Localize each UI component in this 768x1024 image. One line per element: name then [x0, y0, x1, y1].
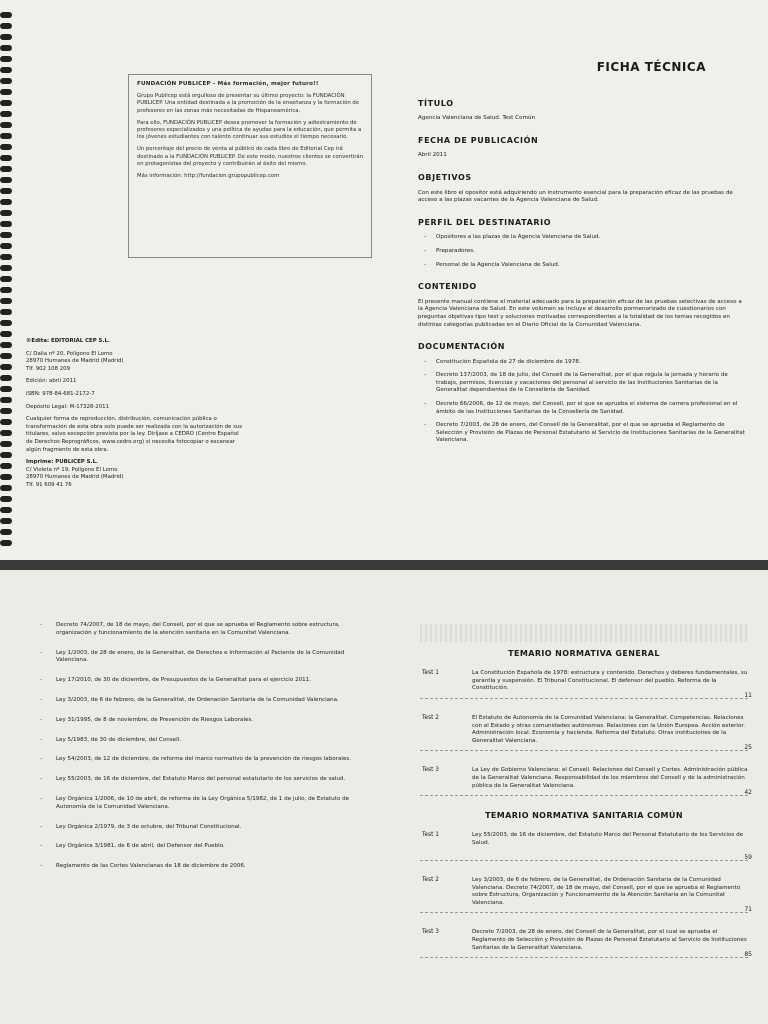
binding-ring — [0, 67, 12, 73]
scan-noise — [420, 624, 748, 642]
fundacion-header: FUNDACIÓN PUBLICEP - Más formación, mejor futuro!! — [137, 81, 319, 87]
binding-ring — [0, 177, 12, 183]
temario-section — [420, 649, 752, 974]
binding-ring — [0, 155, 12, 161]
copyright-notice: Cualquier forma de reproducción, distribución, comunicación pública o transformación de esta obra solo puede ser realizada con la autorización de sus titulares, salvo excepción prevista por la ley. Diríjase a CEDRO (Centro Español de Derechos Reprográficos, www.cedro.org) si necesita fotocopiar o escanear algún fragmento de esta obra. — [26, 416, 243, 453]
page-number: 71 — [744, 906, 752, 914]
test-description: La Constitución Española de 1978: estructura y contenido. Derechos y deberes fundamentales, su garantía y suspensión. El Tribunal Constitucional. El defensor del pueblo. Reforma de la Constitución. — [472, 669, 748, 692]
test-description: El Estatuto de Autonomía de la Comunidad Valenciana: la Generalitat. Competencias. Relaciones con el Estado y otras comunidades autónomas. Relaciones con la Unión Europea. Acción exterior. Administración local. Economía y hacienda. Reforma del Estatuto. Otras instituciones de la Generalitat Valenciana. — [472, 714, 745, 745]
page-number: 85 — [744, 951, 752, 959]
test-number: Test 1 — [422, 831, 439, 838]
binding-ring — [0, 166, 12, 172]
binding-ring — [0, 463, 12, 469]
list-item: - Ley 54/2003, de 12 de diciembre, de reforma del marco normativo de la prevención de riesgos laborales. — [56, 756, 356, 764]
temario-row — [420, 876, 752, 914]
laws-list — [30, 622, 356, 871]
phone-line: Tlf. 902 108 209 — [26, 365, 71, 372]
binding-ring — [0, 12, 12, 18]
printer-line: Imprime: PUBLICEP S.L. — [26, 459, 99, 466]
editor-line: ©Edita: EDITORIAL CEP S.L. — [26, 338, 110, 344]
binding-ring — [0, 188, 12, 194]
list-item: - Ley 55/2003, de 16 de diciembre, del Estatuto Marco del personal estatutario de los servicios de salud. — [56, 776, 356, 784]
section-heading: OBJETIVOS — [418, 172, 472, 182]
list-item: - Ley Orgánica 1/2006, de 10 de abril, de reforma de la Ley Orgánica 5/1982, de 1 de julio, de Estatuto de Autonomía de la Comunidad Valenciana. — [56, 796, 356, 812]
page-number: 11 — [744, 692, 752, 699]
binding-ring — [0, 232, 12, 238]
list-item: - Decreto 74/2007, de 18 de mayo, del Consell, por el que se aprueba el Reglamento sobre estructura, organización y funcionamiento de la atención sanitaria en la Comunitat Valenciana. — [56, 622, 356, 638]
phone-line: Tlf. 91 609 41 76 — [26, 481, 72, 488]
binding-ring — [0, 23, 12, 29]
binding-ring — [0, 441, 12, 447]
test-number: Test 1 — [422, 669, 439, 676]
test-number: Test 2 — [422, 876, 439, 883]
bottom-page — [0, 570, 768, 1024]
binding-ring — [0, 287, 12, 293]
list-item: - Ley 5/1983, de 30 de diciembre, del Consell. — [56, 737, 356, 745]
binding-ring — [0, 309, 12, 315]
section-heading: PERFIL DEL DESTINATARIO — [418, 217, 552, 227]
binding-ring — [0, 331, 12, 337]
fundacion-paragraph: Un porcentaje del precio de venta al público de cada libro de Editorial Cep irá destinado a la FUNDACIÓN PUBLICEP. De este modo, nuestros clientes se convertirán en protagonistas del proyecto y contribuirán al éxito del mismo. — [137, 146, 363, 167]
test-number: Test 3 — [422, 766, 439, 773]
binding-ring — [0, 298, 12, 304]
binding-ring — [0, 507, 12, 513]
binding-ring — [0, 56, 12, 62]
edition-line: Edición: abril 2011 — [26, 378, 77, 385]
fundacion-paragraph: Grupo Publicep está orgulloso de presentar su último proyecto: la FUNDACIÓN PUBLICEP. Una entidad destinada a la promoción de la enseñanza y la formación de profesores en las zonas más necesitadas de Hispanoamérica. — [137, 93, 359, 114]
temario-sanitaria-title: TEMARIO NORMATIVA SANITARIA COMÚN — [485, 810, 683, 820]
binding-ring — [0, 485, 12, 491]
binding-ring — [0, 452, 12, 458]
binding-ring — [0, 430, 12, 436]
ficha-tecnica — [418, 60, 748, 459]
binding-ring — [0, 210, 12, 216]
binding-ring — [0, 111, 12, 117]
binding-ring — [0, 78, 12, 84]
temario-row — [420, 766, 752, 797]
binding-ring — [0, 276, 12, 282]
binding-ring — [0, 353, 12, 359]
list-item: - Opositores a las plazas de la Agencia Valenciana de Salud. — [436, 234, 748, 242]
list-item: - Ley 1/2003, de 28 de enero, de la Generalitat, de Derechos e Información al Paciente de la Comunidad Valenciana. — [56, 650, 356, 666]
perfil-list — [418, 234, 748, 269]
section-heading: CONTENIDO — [418, 282, 477, 292]
address-line: C/ Violeta nº 19, Polígono El Lomo — [26, 466, 118, 473]
binding-ring — [0, 133, 12, 139]
binding-ring — [0, 89, 12, 95]
list-item: - Ley 17/2010, de 30 de diciembre, de Presupuestos de la Generalitat para el ejercicio 2011. — [56, 677, 356, 685]
spiral-binding-left — [0, 12, 14, 546]
test-description: Decreto 7/2003, de 28 de enero, del Consell de la Generalitat, por el cual se aprueba el Reglamento de Selección y Provisión de Plazas de Personal Estatutario al Servicio de Instituciones Sanitarias de la Generalitat Valenciana. — [472, 928, 747, 951]
binding-ring — [0, 254, 12, 260]
binding-ring — [0, 386, 12, 392]
publisher-credits — [26, 338, 244, 495]
section-heading: TÍTULO — [418, 98, 454, 108]
section-text: El presente manual contiene el material adecuado para la preparación eficaz de las pruebas selectivas de acceso a la Agencia Valenciana de Salud. En este volumen se incluye el desarrollo pormenorizado de cuestionarios con preguntas objetivas tipo test y soluciones motivadas correspondientes a la totalidad de los temas recogidos en distintas categorías publicadas en el Diario Oficial de la Comunidad Valenciana. — [418, 298, 742, 328]
binding-ring — [0, 122, 12, 128]
binding-ring — [0, 474, 12, 480]
fundacion-web: Más información: http://fundacion.grupopublicep.com — [137, 173, 280, 180]
list-item: - Decreto 7/2003, de 28 de enero, del Consell de la Generalitat, por el que se aprueba el Reglamento de Selección y Provisión de Plazas de Personal Estatutario al Servicio de Instituciones Sanitarias de la Generalitat Valenciana. — [436, 422, 748, 445]
page-number: 59 — [744, 853, 752, 861]
isbn-line: ISBN: 978-84-681-2172-7 — [26, 390, 95, 397]
binding-ring — [0, 496, 12, 502]
temario-row — [420, 928, 752, 959]
test-description: Ley 3/2003, de 6 de febrero, de la Generalitat, de Ordenación Sanitaria de la Comunidad Valenciana. Decreto 74/2007, de 18 de mayo, del Consell, por el que se aprueba el Reglamento sobre Estructura, Organización y Funcionamiento de la Atención Sanitaria en la Comunitat Valenciana. — [472, 876, 741, 907]
temario-row — [420, 714, 752, 752]
binding-ring — [0, 243, 12, 249]
list-item: - Ley 3/2003, de 6 de febrero, de la Generalitat, de Ordenación Sanitaria de la Comunidad Valenciana. — [56, 697, 356, 705]
address-line: 28970 Humanes de Madrid (Madrid) — [26, 474, 124, 481]
section-text: Con este libro el opositor está adquiriendo un instrumento esencial para la preparación eficaz de las pruebas de acceso a las plazas vacantes de la Agencia Valenciana de Salud. — [418, 189, 733, 204]
address-line: C/ Dalia nº 20, Polígono El Lomo — [26, 350, 113, 357]
list-item: - Preparadores. — [436, 248, 748, 256]
binding-ring — [0, 100, 12, 106]
temario-row — [420, 669, 752, 699]
list-item: - Ley Orgánica 3/1981, de 6 de abril, del Defensor del Pueblo. — [56, 843, 356, 851]
test-number: Test 2 — [422, 714, 439, 721]
page-title: FICHA TÉCNICA — [596, 60, 706, 74]
binding-ring — [0, 408, 12, 414]
laws-list-section — [30, 622, 356, 883]
binding-ring — [0, 375, 12, 381]
temario-general-title: TEMARIO NORMATIVA GENERAL — [508, 649, 660, 658]
list-item: - Decreto 137/2003, de 18 de julio, del Consell de la Generalitat, por el que regula la jornada y horario de trabajo, permisos, licencias y vacaciones del personal al servicio de las Instituciones Sanitarias de la Generalitat dependientes de la Consellería de Sanidad. — [436, 372, 748, 395]
test-description: Ley 55/2003, de 16 de diciembre, del Estatuto Marco del Personal Estatutario de los Servicios de Salud. — [472, 831, 744, 846]
temario-row — [420, 831, 752, 861]
page-number: 42 — [744, 789, 752, 797]
list-item: - Constitución Española de 27 de diciembre de 1978. — [436, 359, 748, 367]
section-text: Agencia Valenciana de Salud. Test Común — [418, 115, 535, 122]
section-text: Abril 2011 — [418, 152, 447, 159]
binding-ring — [0, 34, 12, 40]
list-item: - Reglamento de las Cortes Valencianas de 18 de diciembre de 2006. — [56, 863, 356, 871]
binding-ring — [0, 199, 12, 205]
page-number: 25 — [744, 744, 752, 752]
section-heading: DOCUMENTACIÓN — [418, 342, 506, 352]
fundacion-box — [128, 74, 372, 258]
section-heading: FECHA DE PUBLICACIÓN — [418, 135, 539, 145]
fundacion-paragraph: Para ello, FUNDACIÓN PUBLICEP desea promover la formación y adiestramiento de profesores especializados y una política de ayudas para la educación, que permita a los jóvenes estudiantes con talento continuar sus estudios el tiempo necesario. — [137, 119, 362, 141]
binding-ring — [0, 518, 12, 524]
documentacion-list — [418, 359, 748, 445]
deposito-line: Depósito Legal: M-17328-2011 — [26, 403, 110, 410]
binding-ring — [0, 265, 12, 271]
list-item: - Ley 31/1995, de 8 de noviembre, de Prevención de Riesgos Laborales. — [56, 717, 356, 725]
binding-ring — [0, 144, 12, 150]
binding-ring — [0, 397, 12, 403]
list-item: - Personal de la Agencia Valenciana de Salud. — [436, 262, 748, 270]
binding-ring — [0, 540, 12, 546]
list-item: - Ley Orgánica 2/1979, de 3 de octubre, del Tribunal Constitucional. — [56, 824, 356, 832]
binding-ring — [0, 364, 12, 370]
binding-ring — [0, 320, 12, 326]
binding-ring — [0, 419, 12, 425]
test-description: La Ley de Gobierno Valenciano: el Consell. Relaciones del Consell y Cortes. Administración pública de la Generalitat Valenciana. Responsabilidad de los miembros del Consell y de la administración pública de la Generalitat Valenciana. — [472, 766, 748, 789]
binding-ring — [0, 342, 12, 348]
binding-ring — [0, 529, 12, 535]
test-number: Test 3 — [422, 928, 439, 935]
list-item: - Decreto 66/2006, de 12 de mayo, del Consell, por el que se aprueba el sistema de carrera profesional en el ámbito de las Instituciones Sanitarias de la Consellería de Sanidad. — [436, 401, 748, 416]
address-line: 28970 Humanes de Madrid (Madrid) — [26, 358, 124, 365]
binding-ring — [0, 221, 12, 227]
binding-ring — [0, 45, 12, 51]
